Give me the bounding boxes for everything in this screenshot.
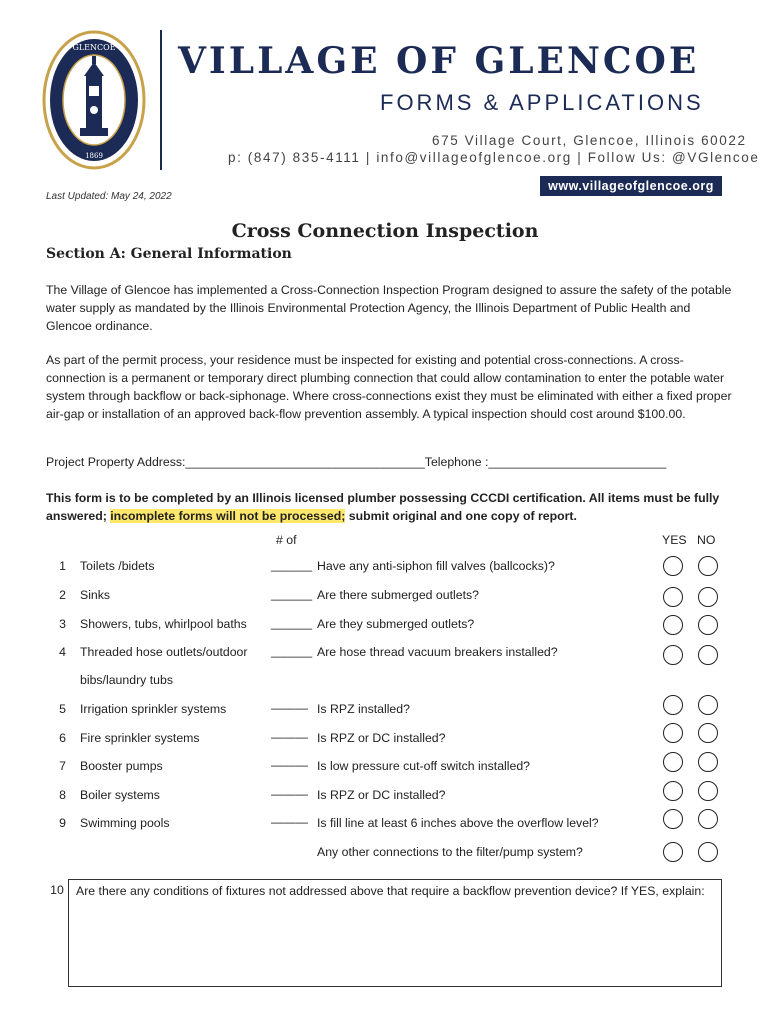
yes-radio[interactable]: [663, 781, 683, 801]
item-number: 3: [59, 617, 66, 631]
no-radio[interactable]: [698, 556, 718, 576]
no-radio[interactable]: [698, 587, 718, 607]
forms-subtitle: FORMS & APPLICATIONS: [380, 90, 704, 115]
no-radio[interactable]: [698, 809, 718, 829]
yes-radio[interactable]: [663, 615, 683, 635]
item-label: Fire sprinkler systems: [80, 731, 200, 745]
item-10-number: 10: [50, 883, 64, 897]
count-blank-field[interactable]: ———: [271, 730, 308, 744]
yes-radio[interactable]: [663, 723, 683, 743]
permit-paragraph: As part of the permit process, your residence must be inspected for existing and potential cross-connections. A cross-connection is a permanent or temporary direct plumbing connection that could allow contamination to enter the potable water system through backflow or back-siphonage. Where cross-connections exist they must be eliminated with either a fixed proper air-gap or installation of an approved back-flow prevention assembly. A typical inspection should cost around $100.00.: [46, 353, 732, 421]
no-radio[interactable]: [698, 723, 718, 743]
item-number: 9: [59, 816, 66, 830]
item-label: Threaded hose outlets/outdoor: [80, 645, 248, 659]
item-number: 8: [59, 788, 66, 802]
notice-highlight: incomplete forms will not be processed;: [110, 509, 346, 523]
item-question: Are hose thread vacuum breakers installed?: [317, 645, 558, 659]
notice-text-end: submit original and one copy of report.: [345, 509, 577, 523]
item-number: 7: [59, 759, 66, 773]
website-link[interactable]: www.villageofglencoe.org: [540, 176, 722, 196]
village-contact: p: (847) 835-4111 | info@villageofglencoe.org | Follow Us: @VGlencoe: [228, 150, 760, 165]
no-radio[interactable]: [698, 645, 718, 665]
item-label: Irrigation sprinkler systems: [80, 702, 227, 716]
yes-column-header: YES: [662, 533, 687, 547]
svg-text:GLENCOE: GLENCOE: [72, 43, 116, 52]
yes-radio[interactable]: [663, 695, 683, 715]
no-radio[interactable]: [698, 842, 718, 862]
count-blank-field[interactable]: ______: [271, 616, 313, 630]
item-number: 2: [59, 588, 66, 602]
no-radio[interactable]: [698, 695, 718, 715]
count-blank-field[interactable]: ______: [271, 587, 313, 601]
village-seal-logo: [42, 30, 146, 170]
item-label: Sinks: [80, 588, 111, 602]
item-label: Booster pumps: [80, 759, 163, 773]
item-10-question: Are there any conditions of fixtures not addressed above that require a backflow prevention device? If YES, explain:: [76, 884, 705, 898]
section-heading: Section A: General Information: [46, 246, 292, 262]
no-radio[interactable]: [698, 752, 718, 772]
plumber-notice: [46, 489, 736, 525]
item-question: Have any anti-siphon fill valves (ballcocks)?: [317, 559, 555, 573]
svg-text:1869: 1869: [85, 152, 103, 160]
form-title: Cross Connection Inspection: [231, 220, 539, 242]
count-blank-field[interactable]: ______: [271, 558, 313, 572]
count-blank-field[interactable]: ———: [271, 758, 308, 772]
yes-radio[interactable]: [663, 556, 683, 576]
item-number: 1: [59, 559, 66, 573]
count-blank-field[interactable]: ———: [271, 701, 308, 715]
village-title: VILLAGE OF GLENCOE: [178, 40, 700, 82]
item-label: Toilets /bidets: [80, 559, 155, 573]
item-question: Any other connections to the filter/pump system?: [317, 845, 583, 859]
no-radio[interactable]: [698, 781, 718, 801]
yes-radio[interactable]: [663, 587, 683, 607]
item-question: Are there submerged outlets?: [317, 588, 480, 602]
item-label: Boiler systems: [80, 788, 160, 802]
yes-radio[interactable]: [663, 809, 683, 829]
yes-radio[interactable]: [663, 645, 683, 665]
item-label: Swimming pools: [80, 816, 170, 830]
count-blank-field[interactable]: ______: [271, 644, 313, 658]
last-updated: Last Updated: May 24, 2022: [46, 191, 172, 202]
item-question: Is RPZ or DC installed?: [317, 788, 446, 802]
item-question: Is RPZ installed?: [317, 702, 410, 716]
header-divider: [160, 30, 162, 170]
item-number: 5: [59, 702, 66, 716]
intro-paragraph: The Village of Glencoe has implemented a Cross-Connection Inspection Program designed to assure the safety of the potable water supply as mandated by the Illinois Environmental Protection Agency, the Illinois Department of Public Health and Glencoe ordinance.: [46, 283, 732, 333]
item-question: Is low pressure cut-off switch installed?: [317, 759, 531, 773]
item-number: 4: [59, 645, 66, 659]
no-column-header: NO: [697, 533, 716, 547]
count-blank-field[interactable]: ———: [271, 815, 308, 829]
yes-radio[interactable]: [663, 752, 683, 772]
item-question: Are they submerged outlets?: [317, 617, 475, 631]
count-blank-field[interactable]: ———: [271, 787, 308, 801]
item-label-continued: bibs/laundry tubs: [80, 673, 173, 687]
village-address: 675 Village Court, Glencoe, Illinois 60022: [432, 133, 747, 148]
notice-text: This form is to be completed by an Illinois licensed plumber possessing CCCDI certification. All items must be fully answered;: [46, 491, 720, 523]
project-address-line[interactable]: Project Property Address:___________________________________Telephone :__________________________: [46, 455, 667, 469]
item-question: Is RPZ or DC installed?: [317, 731, 446, 745]
item-number: 6: [59, 731, 66, 745]
yes-radio[interactable]: [663, 842, 683, 862]
no-radio[interactable]: [698, 615, 718, 635]
item-question: Is fill line at least 6 inches above the overflow level?: [317, 816, 599, 830]
count-column-header: # of: [276, 533, 297, 547]
item-label: Showers, tubs, whirlpool baths: [80, 617, 247, 631]
